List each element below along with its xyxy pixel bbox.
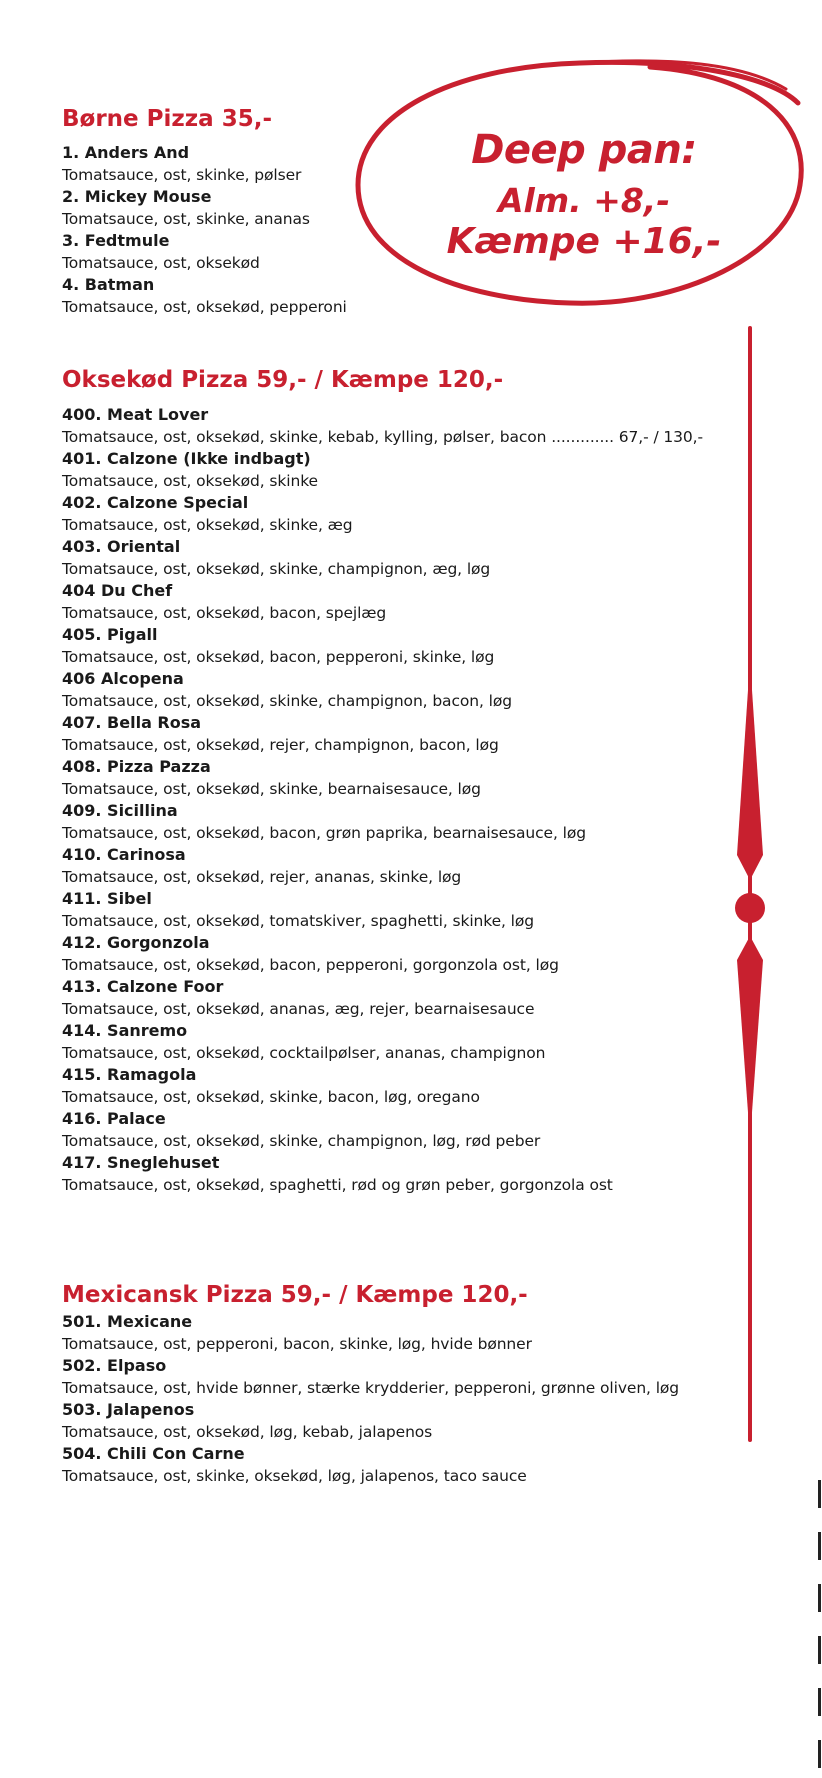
- menu-item: [62, 932, 702, 976]
- menu-item: [62, 1443, 702, 1487]
- menu-item-name: 503. Jalapenos: [62, 1400, 195, 1419]
- menu-item: [62, 1064, 702, 1108]
- menu-item-ingredients: Tomatsauce, ost, oksekød, skinke, æg: [62, 516, 353, 534]
- section-title: Børne Pizza 35,-: [62, 106, 272, 132]
- menu-item-description: [62, 1377, 702, 1399]
- menu-item-description: [62, 866, 702, 888]
- menu-item-ingredients: Tomatsauce, ost, skinke, oksekød, løg, jalapenos, taco sauce: [62, 1467, 527, 1485]
- menu-item-ingredients: Tomatsauce, ost, oksekød, spaghetti, rød og grøn peber, gorgonzola ost: [62, 1176, 613, 1194]
- menu-item-name: 411. Sibel: [62, 889, 152, 908]
- menu-item-ingredients: Tomatsauce, ost, oksekød, skinke, champignon, æg, løg: [62, 560, 491, 578]
- section-title: Mexicansk Pizza 59,- / Kæmpe 120,-: [62, 1282, 528, 1308]
- menu-item-ingredients: Tomatsauce, ost, oksekød, tomatskiver, spaghetti, skinke, løg: [62, 912, 534, 930]
- menu-item-name: 416. Palace: [62, 1109, 166, 1128]
- menu-item: [62, 142, 702, 186]
- menu-item: [62, 1355, 702, 1399]
- menu-item-ingredients: Tomatsauce, ost, oksekød, ananas, æg, rejer, bearnaisesauce: [62, 1000, 535, 1018]
- menu-list: [62, 1311, 702, 1487]
- section-mexicansk-pizza: [62, 1280, 702, 1487]
- menu-item-name: 414. Sanremo: [62, 1021, 188, 1040]
- menu-item: [62, 624, 702, 668]
- menu-item-ingredients: Tomatsauce, ost, oksekød, pepperoni: [62, 298, 347, 316]
- menu-item: [62, 844, 702, 888]
- menu-item-description: [62, 1465, 702, 1487]
- menu-item-name: 402. Calzone Special: [62, 493, 249, 512]
- menu-item-name: 501. Mexicane: [62, 1312, 193, 1331]
- menu-item-name: 412. Gorgonzola: [62, 933, 210, 952]
- menu-item-ingredients: Tomatsauce, ost, oksekød, rejer, champignon, bacon, løg: [62, 736, 499, 754]
- menu-item-ingredients: Tomatsauce, ost, skinke, ananas: [62, 210, 310, 228]
- menu-item-description: [62, 734, 702, 756]
- menu-item: [62, 1152, 702, 1196]
- menu-list: [62, 404, 702, 1196]
- menu-item-ingredients: Tomatsauce, ost, oksekød: [62, 254, 260, 272]
- menu-item: [62, 756, 702, 800]
- menu-item-name: 4. Batman: [62, 275, 155, 294]
- menu-item-description: [62, 1042, 702, 1064]
- menu-item-name: 409. Sicillina: [62, 801, 178, 820]
- section-title: Oksekød Pizza 59,- / Kæmpe 120,-: [62, 367, 504, 393]
- menu-item-name: 407. Bella Rosa: [62, 713, 202, 732]
- menu-item-ingredients: Tomatsauce, ost, skinke, pølser: [62, 166, 302, 184]
- menu-item: [62, 712, 702, 756]
- menu-item-ingredients: Tomatsauce, ost, hvide bønner, stærke krydderier, pepperoni, grønne oliven, løg: [62, 1379, 680, 1397]
- menu-item-description: [62, 1130, 702, 1152]
- menu-item-name: 504. Chili Con Carne: [62, 1444, 245, 1463]
- menu-item-name: 417. Sneglehuset: [62, 1153, 220, 1172]
- menu-item-description: [62, 208, 702, 230]
- menu-item-description: [62, 910, 702, 932]
- deep-pan-alm: Alm. +8,-: [497, 181, 671, 220]
- menu-list: [62, 142, 702, 318]
- menu-item-name: 404 Du Chef: [62, 581, 173, 600]
- menu-item-name: 502. Elpaso: [62, 1356, 167, 1375]
- menu-item-ingredients: Tomatsauce, ost, oksekød, skinke, champignon, løg, rød peber: [62, 1132, 541, 1150]
- menu-item-ingredients: Tomatsauce, ost, oksekød, bacon, spejlæg: [62, 604, 387, 622]
- menu-item-ingredients: Tomatsauce, ost, oksekød, skinke, champignon, bacon, løg: [62, 692, 512, 710]
- menu-item: [62, 668, 702, 712]
- menu-item: [62, 976, 702, 1020]
- menu-item-description: [62, 690, 702, 712]
- ornament-divider-icon: [725, 320, 775, 1450]
- menu-item: [62, 448, 702, 492]
- menu-item: [62, 1108, 702, 1152]
- menu-item-description: [62, 954, 702, 976]
- deep-pan-title: Deep pan:: [471, 127, 697, 173]
- menu-item: [62, 492, 702, 536]
- menu-item-description: [62, 296, 702, 318]
- menu-item-description: [62, 1421, 702, 1443]
- menu-item-description: [62, 470, 702, 492]
- menu-item-name: 1. Anders And: [62, 143, 190, 162]
- section-oksekod-pizza: [62, 365, 702, 1196]
- menu-item: [62, 1399, 702, 1443]
- menu-item-ingredients: Tomatsauce, ost, oksekød, cocktailpølser, ananas, champignon: [62, 1044, 546, 1062]
- menu-item-name: 410. Carinosa: [62, 845, 186, 864]
- menu-item-price: ............. 67,- / 130,-: [546, 428, 704, 446]
- menu-item: [62, 274, 702, 318]
- menu-item: [62, 186, 702, 230]
- menu-item-description: [62, 998, 702, 1020]
- menu-item: [62, 230, 702, 274]
- menu-item-ingredients: Tomatsauce, ost, oksekød, løg, kebab, jalapenos: [62, 1423, 433, 1441]
- edge-marks: [817, 1480, 822, 1778]
- menu-item-description: [62, 602, 702, 624]
- menu-item-ingredients: Tomatsauce, ost, oksekød, bacon, pepperoni, gorgonzola ost, løg: [62, 956, 559, 974]
- menu-item-name: 3. Fedtmule: [62, 231, 170, 250]
- menu-item-ingredients: Tomatsauce, ost, oksekød, skinke, bacon, løg, oregano: [62, 1088, 480, 1106]
- menu-item: [62, 1020, 702, 1064]
- menu-item-ingredients: Tomatsauce, ost, oksekød, skinke, kebab, kylling, pølser, bacon: [62, 428, 547, 446]
- menu-item: [62, 580, 702, 624]
- menu-item-name: 406 Alcopena: [62, 669, 184, 688]
- menu-item-description: [62, 426, 702, 448]
- menu-item-description: [62, 514, 702, 536]
- menu-item: [62, 800, 702, 844]
- menu-item-name: 2. Mickey Mouse: [62, 187, 212, 206]
- menu-item-description: [62, 1174, 702, 1196]
- menu-item-name: 413. Calzone Foor: [62, 977, 224, 996]
- menu-item-ingredients: Tomatsauce, ost, pepperoni, bacon, skinke, løg, hvide bønner: [62, 1335, 532, 1353]
- menu-item-name: 403. Oriental: [62, 537, 181, 556]
- menu-item-ingredients: Tomatsauce, ost, oksekød, skinke, bearnaisesauce, løg: [62, 780, 481, 798]
- menu-item-ingredients: Tomatsauce, ost, oksekød, bacon, grøn paprika, bearnaisesauce, løg: [62, 824, 586, 842]
- deep-pan-kaempe: Kæmpe +16,-: [446, 221, 722, 262]
- menu-item-description: [62, 822, 702, 844]
- menu-item-ingredients: Tomatsauce, ost, oksekød, rejer, ananas, skinke, løg: [62, 868, 462, 886]
- menu-item-ingredients: Tomatsauce, ost, oksekød, skinke: [62, 472, 318, 490]
- menu-item-name: 415. Ramagola: [62, 1065, 197, 1084]
- menu-item-description: [62, 778, 702, 800]
- menu-item-description: [62, 1333, 702, 1355]
- menu-item: [62, 1311, 702, 1355]
- menu-item-name: 408. Pizza Pazza: [62, 757, 211, 776]
- menu-item-ingredients: Tomatsauce, ost, oksekød, bacon, pepperoni, skinke, løg: [62, 648, 495, 666]
- menu-item-description: [62, 1086, 702, 1108]
- menu-item: [62, 404, 702, 448]
- menu-item-name: 400. Meat Lover: [62, 405, 209, 424]
- menu-item-description: [62, 164, 702, 186]
- menu-item-name: 405. Pigall: [62, 625, 158, 644]
- menu-item: [62, 888, 702, 932]
- menu-item-description: [62, 646, 702, 668]
- menu-item-description: [62, 252, 702, 274]
- menu-item: [62, 536, 702, 580]
- menu-item-description: [62, 558, 702, 580]
- section-borne-pizza: [62, 104, 702, 318]
- menu-item-name: 401. Calzone (Ikke indbagt): [62, 449, 311, 468]
